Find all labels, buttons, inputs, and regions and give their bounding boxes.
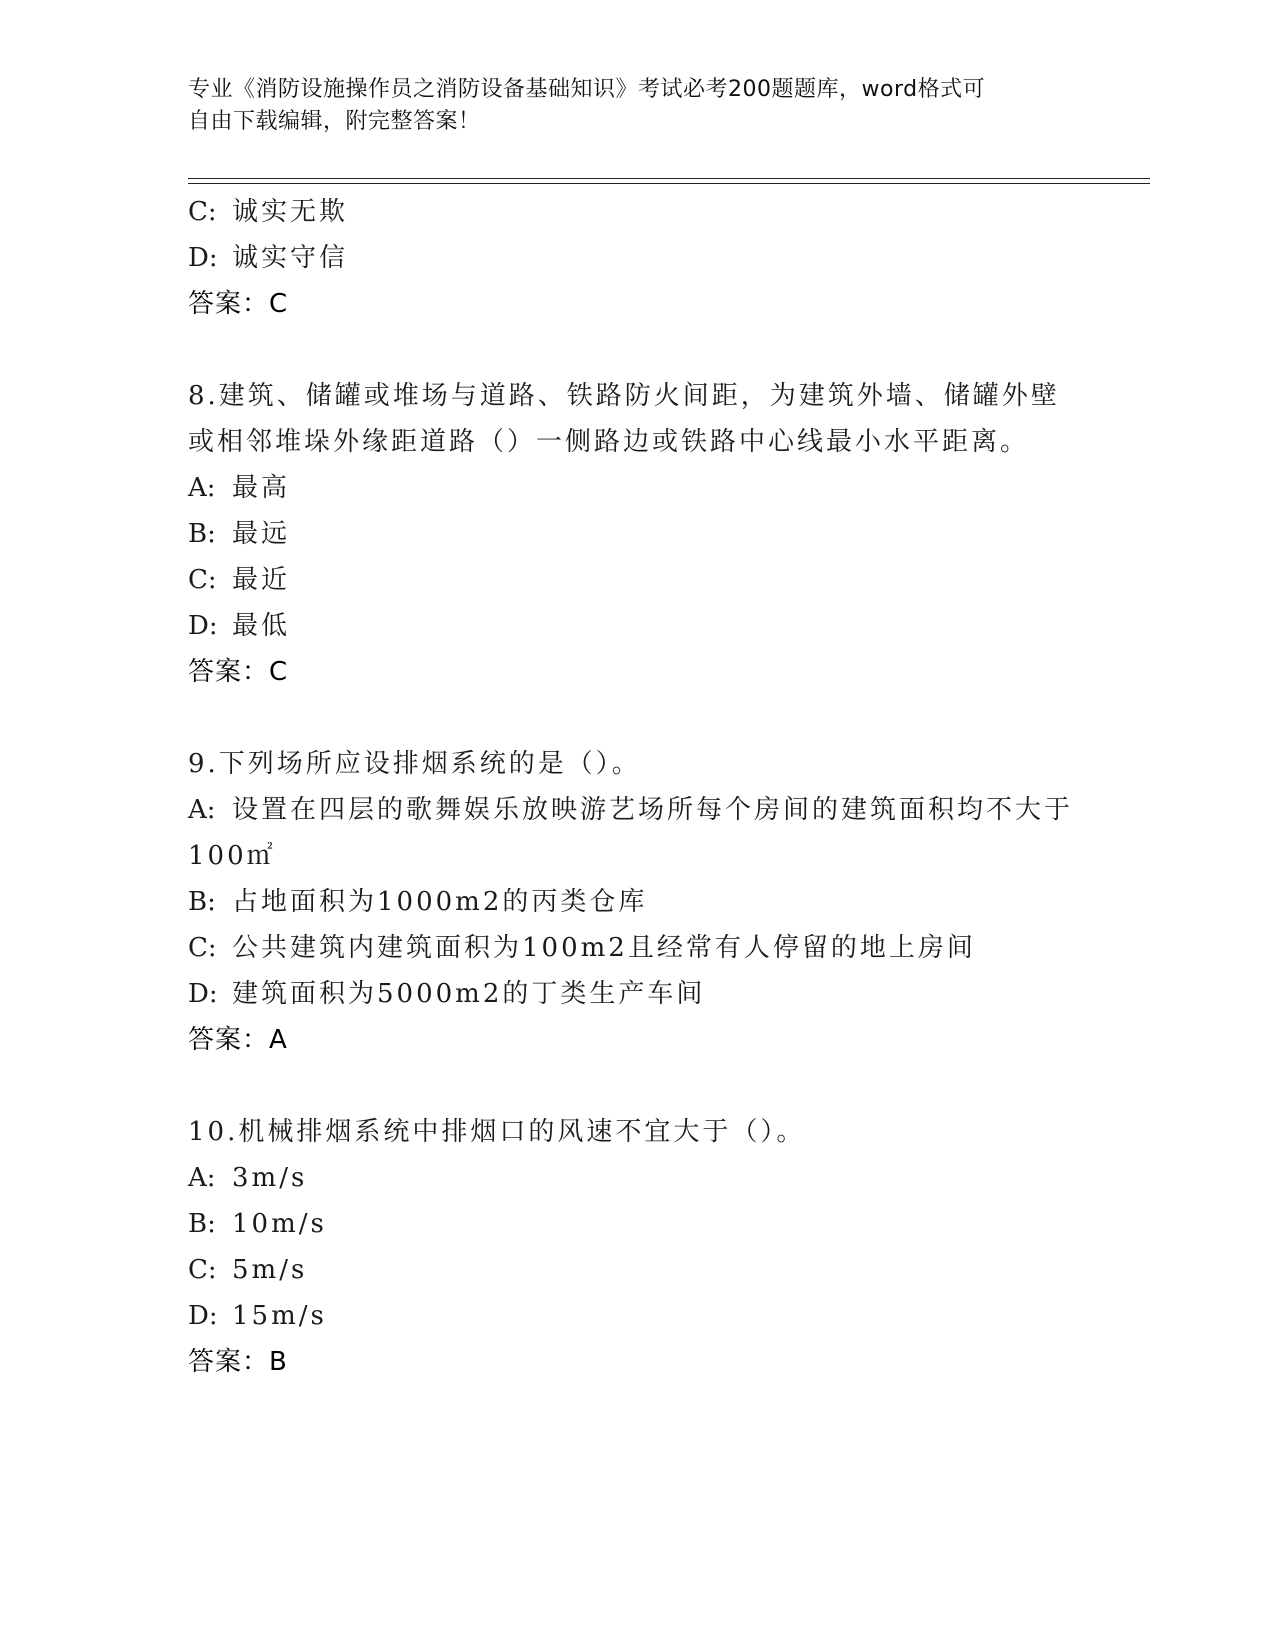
option-line [188, 465, 1088, 511]
header-title-line-1: 专业《消防设施操作员之消防设备基础知识》考试必考200题题库，word格式可 [188, 77, 986, 102]
option-text: 15m/s [232, 1301, 327, 1331]
header-divider-top [188, 178, 1150, 179]
header-divider-bottom [188, 183, 1150, 184]
option-key: A: [188, 473, 216, 503]
option-text: 最近 [232, 565, 291, 595]
option-text: 最远 [232, 519, 291, 549]
header-title-line-2: 自由下载编辑，附完整答案！ [188, 109, 481, 134]
prev-question-block [188, 189, 1088, 327]
option-text: 最高 [232, 473, 291, 503]
option-line [188, 1293, 1088, 1339]
question-stem: 或相邻堆垛外缘距道路（）一侧路边或铁路中心线最小水平距离。 [188, 427, 1030, 457]
option-key: C: [188, 1255, 217, 1285]
option-key: C: [188, 197, 217, 227]
question-block-8 [188, 373, 1088, 695]
option-key: A: [188, 795, 216, 825]
question-block-9 [188, 741, 1088, 1063]
option-key: D: [188, 243, 218, 273]
option-key: D: [188, 611, 218, 641]
option-key: D: [188, 1301, 218, 1331]
option-text: 建筑面积为5000m2的丁类生产车间 [232, 979, 706, 1009]
question-content [188, 189, 1088, 1385]
question-stem: 9.下列场所应设排烟系统的是（）。 [188, 749, 641, 779]
spacer [188, 695, 1088, 741]
option-line [188, 511, 1088, 557]
question-stem: 8.建筑、储罐或堆场与道路、铁路防火间距，为建筑外墙、储罐外壁 [188, 381, 1060, 411]
answer-line: 答案：B [188, 1347, 288, 1377]
option-text: 10m/s [232, 1209, 327, 1239]
option-key: A: [188, 1163, 216, 1193]
answer-line: 答案：A [188, 1025, 288, 1055]
option-text: 占地面积为1000m2的丙类仓库 [232, 887, 648, 917]
option-text: 设置在四层的歌舞娱乐放映游艺场所每个房间的建筑面积均不大于 [232, 795, 1074, 825]
option-text: 公共建筑内建筑面积为100m2且经常有人停留的地上房间 [232, 933, 976, 963]
option-line [188, 1247, 1088, 1293]
option-text: 诚实无欺 [232, 197, 349, 227]
option-line [188, 879, 1088, 925]
option-key: C: [188, 565, 217, 595]
option-text: 诚实守信 [232, 243, 349, 273]
option-key: B: [188, 519, 216, 549]
option-text: 3m/s [232, 1163, 308, 1193]
option-key: B: [188, 887, 216, 917]
spacer [188, 1063, 1088, 1109]
option-line [188, 925, 1088, 971]
spacer [188, 327, 1088, 373]
option-line [188, 235, 1088, 281]
option-line [188, 189, 1088, 235]
option-line [188, 787, 1088, 833]
option-line [188, 1201, 1088, 1247]
question-block-10 [188, 1109, 1088, 1385]
question-stem: 10.机械排烟系统中排烟口的风速不宜大于（）。 [188, 1117, 806, 1147]
option-line [188, 603, 1088, 649]
option-text: 最低 [232, 611, 291, 641]
option-line [188, 971, 1088, 1017]
answer-line: 答案：C [188, 289, 289, 319]
option-key: C: [188, 933, 217, 963]
document-header [188, 74, 1068, 138]
option-text: 5m/s [232, 1255, 308, 1285]
option-line [188, 557, 1088, 603]
option-key: D: [188, 979, 218, 1009]
option-key: B: [188, 1209, 216, 1239]
option-line [188, 1155, 1088, 1201]
answer-line: 答案：C [188, 657, 289, 687]
option-continuation: 100㎡ [188, 841, 276, 871]
